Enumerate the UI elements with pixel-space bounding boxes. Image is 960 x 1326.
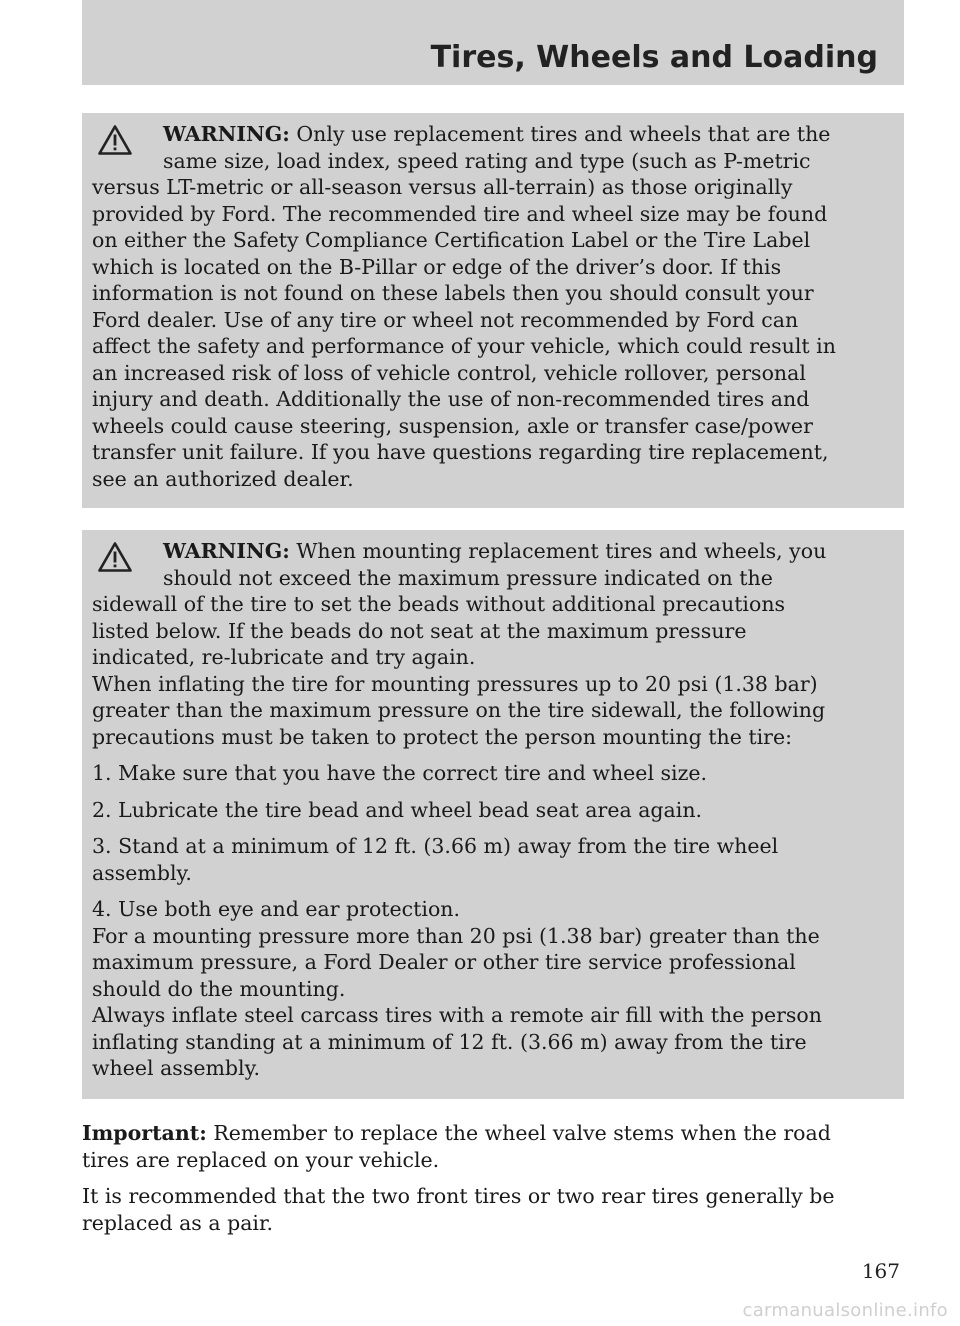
warning-text-line: on either the Safety Compliance Certification Label or the Tire Label: [92, 228, 811, 252]
warning-text-line: sidewall of the tire to set the beads without additional precautions: [92, 592, 786, 616]
warning-text-line: wheels could cause steering, suspension, axle or transfer case/power: [92, 413, 813, 438]
warning-text-line: WARNING: When mounting replacement tires and wheels, you: [163, 539, 827, 563]
precaution-step: 2. Lubricate the tire bead and wheel bead seat area again.: [92, 797, 703, 822]
warning-text-line: should do the mounting.: [92, 976, 346, 1001]
warning-text-line: wheel assembly.: [92, 1056, 260, 1080]
warning-text-line: listed below. If the beads do not seat at the maximum pressure: [92, 618, 747, 643]
warning-text-line: information is not found on these labels then you should consult your: [92, 281, 814, 305]
warning-text-line: affect the safety and performance of your vehicle, which could result in: [92, 334, 836, 358]
warning-text-line: When inflating the tire for mounting pressures up to 20 psi (1.38 bar): [92, 671, 818, 696]
precaution-step: 1. Make sure that you have the correct tire and wheel size.: [92, 761, 708, 785]
warning-text-line: For a mounting pressure more than 20 psi (1.38 bar) greater than the: [92, 923, 820, 948]
precaution-step: 4. Use both eye and ear protection.: [92, 897, 461, 921]
page-header: [82, 0, 904, 85]
warning-text-line: an increased risk of loss of vehicle control, vehicle rollover, personal: [92, 360, 806, 385]
warning-triangle-icon: [98, 125, 132, 155]
warning-text-line: should not exceed the maximum pressure indicated on the: [163, 565, 773, 590]
warning-triangle-icon: [98, 542, 132, 572]
precaution-step: assembly.: [92, 860, 192, 885]
warning-label: WARNING:: [163, 122, 290, 146]
watermark: carmanualsonline.info: [742, 1300, 948, 1321]
warning-text-line: same size, load index, speed rating and type (such as P-metric: [163, 148, 811, 173]
page-number: 167: [861, 1259, 900, 1283]
warning-text-line: maximum pressure, a Ford Dealer or other tire service professional: [92, 950, 796, 974]
warning-text-line: transfer unit failure. If you have questions regarding tire replacement,: [92, 440, 829, 464]
warning-text-line: injury and death. Additionally the use of non-recommended tires and: [92, 387, 810, 411]
important-line: tires are replaced on your vehicle.: [82, 1147, 440, 1172]
warning-text-line: greater than the maximum pressure on the tire sidewall, the following: [92, 698, 826, 722]
recommendation-line: It is recommended that the two front tires or two rear tires generally be: [82, 1184, 835, 1208]
precaution-step: 3. Stand at a minimum of 12 ft. (3.66 m) away from the tire wheel: [92, 834, 779, 858]
warning-text-line: WARNING: Only use replacement tires and wheels that are the: [163, 122, 831, 146]
warning-text-line: provided by Ford. The recommended tire and wheel size may be found: [92, 201, 828, 226]
warning-text-line: which is located on the B-Pillar or edge of the driver’s door. If this: [92, 254, 782, 279]
warning-text-line: indicated, re-lubricate and try again.: [92, 645, 476, 669]
warning-text-line: see an authorized dealer.: [92, 466, 354, 491]
warning-text-line: precautions must be taken to protect the person mounting the tire:: [92, 724, 792, 749]
section-title: Tires, Wheels and Loading: [430, 40, 878, 75]
warning-label: WARNING:: [163, 539, 290, 563]
warning-box-mounting: [82, 530, 904, 1099]
warning-box-replacement: [82, 113, 904, 508]
important-label: Important:: [82, 1121, 207, 1145]
important-note: [82, 1120, 904, 1173]
recommendation-line: replaced as a pair.: [82, 1210, 274, 1235]
warning-text-line: inflating standing at a minimum of 12 ft. (3.66 m) away from the tire: [92, 1029, 807, 1054]
warning-text-line: versus LT-metric or all-season versus all-terrain) as those originally: [92, 175, 793, 199]
important-line: Important: Remember to replace the wheel valve stems when the road: [82, 1121, 831, 1145]
warning-text-line: Ford dealer. Use of any tire or wheel not recommended by Ford can: [92, 307, 799, 332]
warning-text-line: Always inflate steel carcass tires with a remote air fill with the person: [92, 1003, 822, 1027]
recommendation-paragraph: [82, 1183, 904, 1236]
